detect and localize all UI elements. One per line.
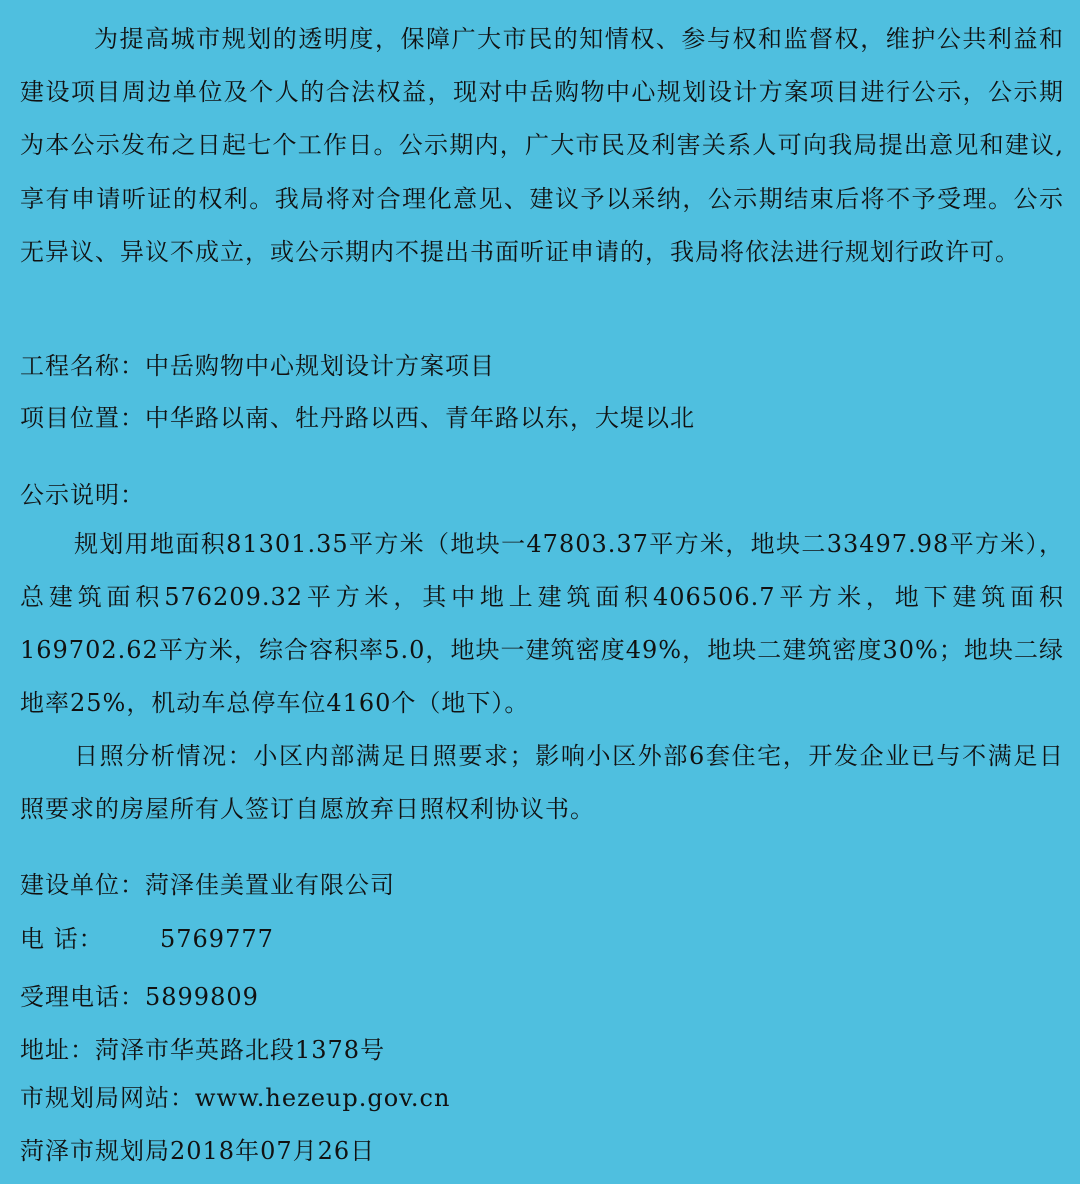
phone-value: 5769777 [160,925,274,953]
builder-line: 建设单位：菏泽佳美置业有限公司 [20,871,395,899]
complaint-phone-line: 受理电话：5899809 [20,983,259,1011]
phone-label: 电 话： [20,925,104,953]
explanation-heading: 公示说明： [20,481,145,509]
project-location: 项目位置：中华路以南、牡丹路以西、青年路以东，大堤以北 [20,404,695,432]
address-line: 地址：菏泽市华英路北段1378号 [20,1036,386,1064]
sunlight-analysis-paragraph: 日照分析情况：小区内部满足日照要求；影响小区外部6套住宅，开发企业已与不满足日照要求的房屋所有人签订自愿放弃日照权利协议书。 [20,742,1064,823]
intro-paragraph: 为提高城市规划的透明度，保障广大市民的知情权、参与权和监督权，维护公共利益和建设项目周边单位及个人的合法权益，现对中岳购物中心规划设计方案项目进行公示，公示期为本公示发布之日起七个工作日。公示期内，广大市民及利害关系人可向我局提出意见和建议,享有申请听证的权利。我局将对合理化意见、建议予以采纳，公示期结束后将不予受理。公示无异议、异议不成立，或公示期内不提出书面听证申请的，我局将依法进行规划行政许可。 [20,25,1064,266]
signature-line: 菏泽市规划局2018年07月26日 [20,1137,376,1165]
phone-line [20,924,274,954]
planning-detail-paragraph: 规划用地面积81301.35平方米（地块一47803.37平方米，地块二33497.98平方米），总建筑面积576209.32平方米，其中地上建筑面积406506.7平方米，地下建筑面积169702.62平方米，综合容积率5.0，地块一建筑密度49%，地块二建筑密度30%；地块二绿地率25%，机动车总停车位4160个（地下）。 [20,530,1064,717]
website-line: 市规划局网站：www.hezeup.gov.cn [20,1084,451,1112]
project-name: 工程名称：中岳购物中心规划设计方案项目 [20,352,495,380]
